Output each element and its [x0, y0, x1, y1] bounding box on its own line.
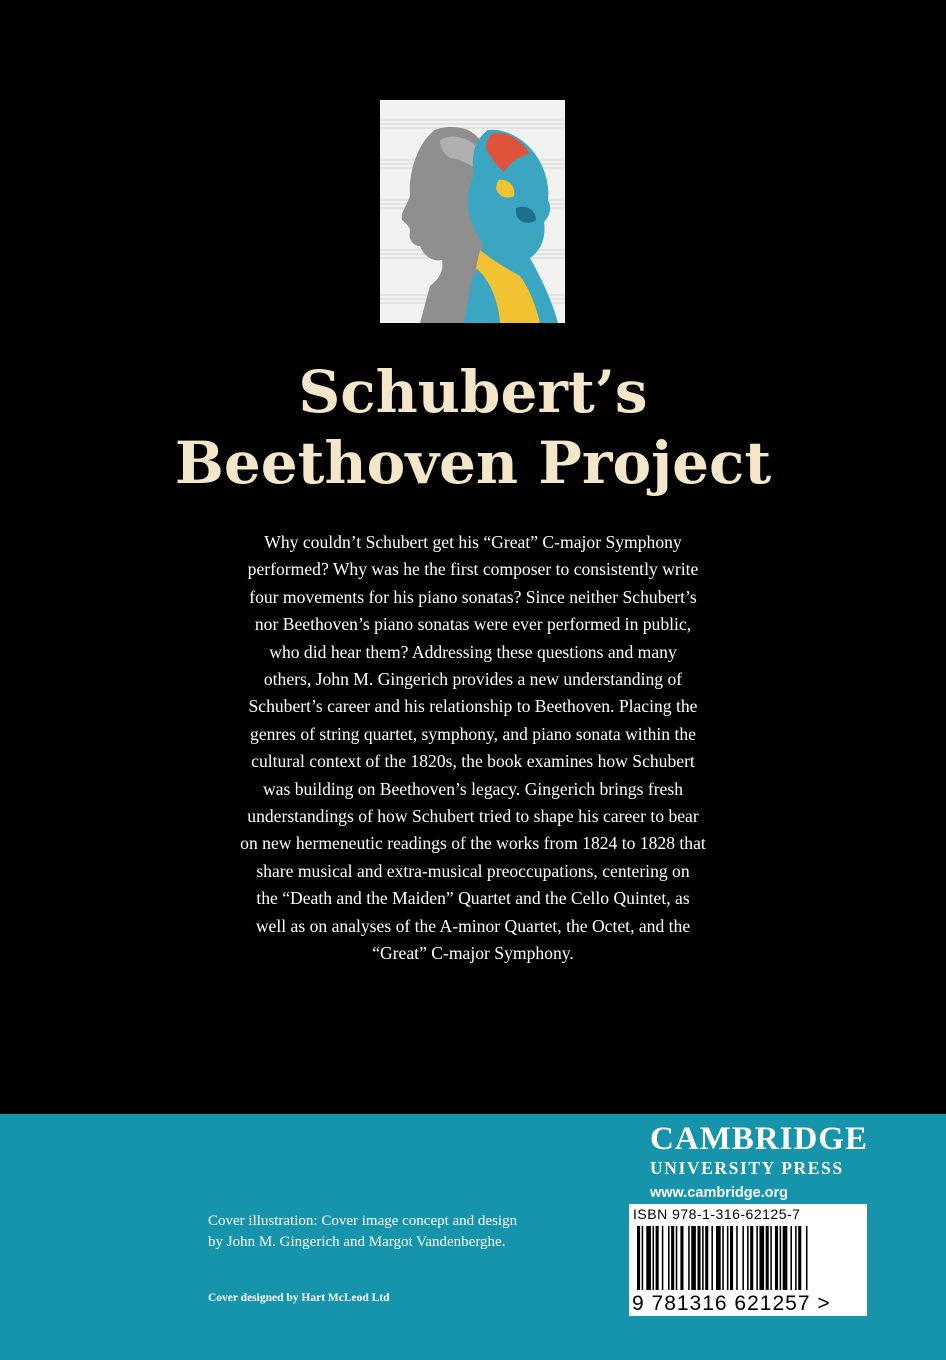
barcode-bar — [795, 1226, 797, 1290]
barcode-bar — [736, 1226, 738, 1290]
barcode-bar — [790, 1226, 792, 1290]
barcode-bar — [702, 1226, 704, 1290]
barcode-bar — [676, 1226, 678, 1290]
barcode-bar — [705, 1226, 708, 1290]
publisher-url[interactable]: www.cambridge.org — [649, 1185, 789, 1201]
barcode-bar — [688, 1226, 690, 1290]
barcode-bar — [668, 1226, 670, 1290]
book-title-line-2: Beethoven Project — [174, 429, 772, 497]
barcode-bar — [691, 1226, 696, 1290]
cover-credit-line-1: Cover illustration: Cover image concept and design — [208, 1213, 518, 1229]
barcode-bar — [780, 1226, 782, 1290]
barcode-bar — [680, 1226, 683, 1290]
blurb-line: four movements for his piano sonatas? Since neither Schubert’s — [249, 586, 697, 607]
barcode-bar — [656, 1226, 659, 1290]
blurb-line: performed? Why was he the first composer to consistently write — [247, 559, 699, 580]
barcode-bar — [770, 1226, 772, 1290]
barcode-bar — [711, 1226, 713, 1290]
barcode-bar — [756, 1226, 758, 1290]
barcode-bar — [642, 1226, 644, 1290]
book-description — [195, 529, 751, 968]
blurb-line: others, John M. Gingerich provides a new understanding of — [263, 669, 683, 690]
barcode-bar — [750, 1226, 753, 1290]
barcode-bar — [722, 1226, 724, 1290]
blurb-line: share musical and extra-musical preoccupations, centering on — [256, 860, 690, 881]
composer-profiles-icon — [380, 100, 565, 323]
book-title-line-1: Schubert’s — [298, 358, 648, 426]
blurb-line: understandings of how Schubert tried to shape his career to bear — [247, 806, 699, 827]
publisher-press: UNIVERSITY PRESS — [649, 1158, 844, 1178]
barcode-bar — [766, 1226, 769, 1290]
barcode-bar — [783, 1226, 788, 1290]
blurb-line: cultural context of the 1820s, the book examines how Schubert — [251, 751, 695, 772]
barcode-bar — [806, 1226, 808, 1290]
blurb-line: Why couldn’t Schubert get his “Great” C-major Symphony — [264, 532, 682, 552]
publisher-logo — [650, 1121, 868, 1204]
barcode-bar — [662, 1226, 664, 1290]
cover-designer-credit: Cover designed by Hart McLeod Ltd — [208, 1292, 390, 1304]
barcode-digits: 9 781316 621257 > — [632, 1292, 831, 1315]
barcode-icon — [629, 1226, 867, 1292]
blurb-line: the “Death and the Maiden” Quartet and the Cello Quintet, as — [256, 888, 690, 909]
blurb-line: well as on analyses of the A-minor Quartet, the Octet, and the — [255, 915, 691, 936]
blurb-line: “Great” C-major Symphony. — [372, 943, 574, 964]
barcode-bar — [671, 1226, 674, 1290]
blurb-line: genres of string quartet, symphony, and piano sonata within the — [250, 723, 696, 744]
barcode-bar — [798, 1226, 801, 1290]
blurb-line: on new hermeneutic readings of the works from 1824 to 1828 that — [240, 833, 706, 854]
barcode-bar — [730, 1226, 733, 1290]
barcode-bar — [637, 1226, 640, 1290]
cover-credit-line-2: by John M. Gingerich and Margot Vandenberghe. — [208, 1234, 506, 1250]
barcode-bar — [653, 1226, 655, 1290]
blurb-line: Schubert’s career and his relationship to Beethoven. Placing the — [248, 696, 698, 717]
barcode-bar — [727, 1226, 729, 1290]
barcode-bar — [742, 1226, 744, 1290]
isbn-label: ISBN 978-1-316-62125-7 — [633, 1206, 801, 1222]
blurb-line: who did hear them? Addressing these questions and many — [269, 641, 677, 662]
barcode-bar — [775, 1226, 778, 1290]
barcode-bar — [747, 1226, 749, 1290]
blurb-line: nor Beethoven’s piano sonatas were ever performed in public, — [254, 614, 692, 635]
blurb-line: was building on Beethoven’s legacy. Gingerich brings fresh — [262, 778, 684, 799]
publisher-name: CAMBRIDGE — [649, 1121, 868, 1157]
cover-illustration — [380, 100, 565, 323]
cover-credit — [208, 1211, 517, 1253]
barcode-bar — [646, 1226, 651, 1290]
barcode-bar — [697, 1226, 700, 1290]
barcode-bar — [716, 1226, 721, 1290]
barcode-panel — [629, 1204, 867, 1316]
barcode-bar — [759, 1226, 764, 1290]
